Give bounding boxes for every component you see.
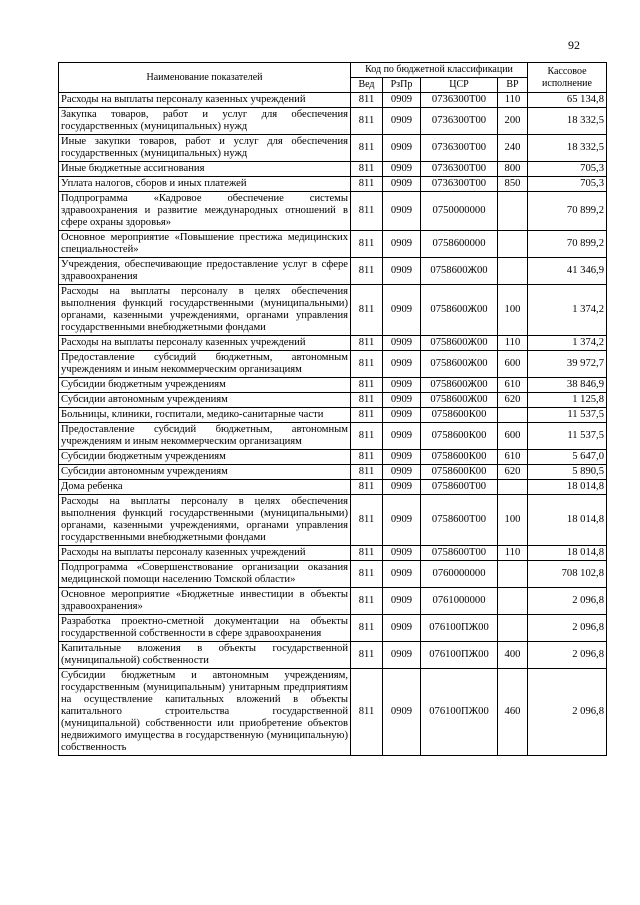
row-amount: 70 899,2 [528,231,607,258]
row-rzpr: 0909 [383,393,421,408]
table-row [59,450,607,465]
row-rzpr: 0909 [383,378,421,393]
row-rzpr: 0909 [383,93,421,108]
row-amount: 1 374,2 [528,285,607,336]
row-name: Основное мероприятие «Повышение престижа медицинских специальностей» [59,231,351,258]
row-ved: 811 [351,465,383,480]
row-vr: 610 [498,450,528,465]
row-name: Субсидии автономным учреждениям [59,465,351,480]
row-csr: 0736300Т00 [421,162,498,177]
row-ved: 811 [351,495,383,546]
row-rzpr: 0909 [383,285,421,336]
table-row [59,93,607,108]
row-name: Расходы на выплаты персоналу в целях обеспечения выполнения функций государственными (муниципальными) органами, казенными учреждениями, органами управления государственными внебюджетными фондами [59,495,351,546]
row-name: Расходы на выплаты персоналу казенных учреждений [59,546,351,561]
row-csr: 0758600Ж00 [421,393,498,408]
row-amount: 39 972,7 [528,351,607,378]
row-amount: 1 125,8 [528,393,607,408]
row-csr: 0758600Ж00 [421,378,498,393]
table-row [59,378,607,393]
table-row [59,495,607,546]
row-amount: 18 014,8 [528,546,607,561]
row-name: Капитальные вложения в объекты государственной (муниципальной) собственности [59,642,351,669]
row-csr: 0758600К00 [421,465,498,480]
row-name: Субсидии бюджетным учреждениям [59,378,351,393]
table-row [59,561,607,588]
row-vr: 620 [498,465,528,480]
row-amount: 2 096,8 [528,642,607,669]
row-csr: 0758600К00 [421,408,498,423]
row-amount: 41 346,9 [528,258,607,285]
table-row [59,162,607,177]
row-rzpr: 0909 [383,336,421,351]
table-row [59,480,607,495]
row-csr: 0758600Ж00 [421,258,498,285]
table-row [59,642,607,669]
row-ved: 811 [351,450,383,465]
row-csr: 0736300Т00 [421,108,498,135]
row-csr: 076100ПЖ00 [421,669,498,756]
row-vr [498,258,528,285]
row-name: Иные закупки товаров, работ и услуг для обеспечения государственных (муниципальных) нужд [59,135,351,162]
row-csr: 0750000000 [421,192,498,231]
row-csr: 0758600Ж00 [421,285,498,336]
row-ved: 811 [351,588,383,615]
row-ved: 811 [351,336,383,351]
table-row [59,231,607,258]
row-ved: 811 [351,561,383,588]
table-row [59,423,607,450]
row-name: Учреждения, обеспечивающие предоставление услуг в сфере здравоохранения [59,258,351,285]
row-csr: 0758600Ж00 [421,351,498,378]
row-vr: 200 [498,108,528,135]
row-ved: 811 [351,393,383,408]
table-row [59,285,607,336]
header-amount: Кассовое исполнение [528,63,607,93]
row-rzpr: 0909 [383,669,421,756]
table-row [59,669,607,756]
row-vr: 110 [498,336,528,351]
row-amount: 18 332,5 [528,135,607,162]
row-amount: 705,3 [528,162,607,177]
row-name: Расходы на выплаты персоналу в целях обеспечения выполнения функций государственными (муниципальными) органами, казенными учреждениями, органами управления государственными внебюджетными фондами [59,285,351,336]
row-vr: 800 [498,162,528,177]
row-rzpr: 0909 [383,546,421,561]
row-vr [498,231,528,258]
row-amount: 70 899,2 [528,192,607,231]
row-amount: 11 537,5 [528,423,607,450]
row-rzpr: 0909 [383,351,421,378]
row-name: Больницы, клиники, госпитали, медико-санитарные части [59,408,351,423]
row-ved: 811 [351,423,383,450]
row-amount: 11 537,5 [528,408,607,423]
row-amount: 38 846,9 [528,378,607,393]
row-amount: 708 102,8 [528,561,607,588]
table-row [59,108,607,135]
table-row [59,588,607,615]
row-name: Уплата налогов, сборов и иных платежей [59,177,351,192]
row-csr: 0736300Т00 [421,177,498,192]
header-code-group: Код по бюджетной классификации [351,63,528,78]
table-row [59,465,607,480]
row-vr: 460 [498,669,528,756]
row-rzpr: 0909 [383,192,421,231]
row-vr [498,480,528,495]
row-amount: 18 014,8 [528,495,607,546]
row-name: Дома ребенка [59,480,351,495]
row-amount: 1 374,2 [528,336,607,351]
row-ved: 811 [351,669,383,756]
row-name: Предоставление субсидий бюджетным, автономным учреждениям и иным некоммерческим организациям [59,423,351,450]
row-csr: 0758600К00 [421,450,498,465]
row-amount: 2 096,8 [528,615,607,642]
row-rzpr: 0909 [383,465,421,480]
row-rzpr: 0909 [383,231,421,258]
header-vr: ВР [498,78,528,93]
row-rzpr: 0909 [383,615,421,642]
row-vr: 610 [498,378,528,393]
table-row [59,192,607,231]
row-csr: 0736300Т00 [421,93,498,108]
row-rzpr: 0909 [383,162,421,177]
row-rzpr: 0909 [383,450,421,465]
row-amount: 2 096,8 [528,669,607,756]
row-ved: 811 [351,285,383,336]
row-vr: 110 [498,93,528,108]
row-csr: 0736300Т00 [421,135,498,162]
row-rzpr: 0909 [383,561,421,588]
table-row [59,336,607,351]
table-body [59,93,607,756]
table-row [59,258,607,285]
row-rzpr: 0909 [383,423,421,450]
row-csr: 0758600Т00 [421,480,498,495]
row-ved: 811 [351,408,383,423]
row-vr [498,192,528,231]
row-vr: 620 [498,393,528,408]
row-ved: 811 [351,135,383,162]
row-rzpr: 0909 [383,588,421,615]
row-rzpr: 0909 [383,258,421,285]
row-csr: 0758600000 [421,231,498,258]
row-name: Иные бюджетные ассигнования [59,162,351,177]
row-amount: 18 014,8 [528,480,607,495]
row-csr: 0760000000 [421,561,498,588]
row-rzpr: 0909 [383,408,421,423]
row-csr: 0758600Ж00 [421,336,498,351]
table-row [59,615,607,642]
row-vr: 100 [498,495,528,546]
budget-table [58,62,607,756]
row-name: Разработка проектно-сметной документации на объекты государственной собственности в сфере здравоохранения [59,615,351,642]
header-ved: Вед [351,78,383,93]
row-vr [498,615,528,642]
row-ved: 811 [351,162,383,177]
row-rzpr: 0909 [383,177,421,192]
row-name: Расходы на выплаты персоналу казенных учреждений [59,93,351,108]
row-name: Субсидии бюджетным и автономным учреждениям, государственным (муниципальным) унитарным предприятиям на осуществление капитальных вложений в объекты капитального строительства государственной (муниципальной) собственности или приобретение объектов недвижимого имущества в государственную (муниципальную) собственность [59,669,351,756]
row-vr: 100 [498,285,528,336]
row-csr: 0758600К00 [421,423,498,450]
row-ved: 811 [351,93,383,108]
table-row [59,135,607,162]
row-vr: 110 [498,546,528,561]
row-amount: 5 890,5 [528,465,607,480]
header-rzpr: РзПр [383,78,421,93]
row-ved: 811 [351,480,383,495]
row-vr [498,408,528,423]
row-ved: 811 [351,108,383,135]
row-name: Подпрограмма «Совершенствование организации оказания медицинской помощи населению Томской области» [59,561,351,588]
row-rzpr: 0909 [383,642,421,669]
row-ved: 811 [351,615,383,642]
row-vr: 400 [498,642,528,669]
header-name: Наименование показателей [59,63,351,93]
row-name: Подпрограмма «Кадровое обеспечение системы здравоохранения и развитие международных отношений в сфере охраны здоровья» [59,192,351,231]
row-vr: 240 [498,135,528,162]
row-csr: 0758600Т00 [421,495,498,546]
row-vr [498,588,528,615]
table-row [59,408,607,423]
row-amount: 18 332,5 [528,108,607,135]
header-csr: ЦСР [421,78,498,93]
row-amount: 5 647,0 [528,450,607,465]
row-name: Расходы на выплаты персоналу казенных учреждений [59,336,351,351]
row-amount: 705,3 [528,177,607,192]
row-ved: 811 [351,177,383,192]
row-ved: 811 [351,258,383,285]
header-row-top [59,63,607,78]
page-number: 92 [568,38,580,52]
row-vr: 850 [498,177,528,192]
row-ved: 811 [351,642,383,669]
row-rzpr: 0909 [383,108,421,135]
row-name: Субсидии бюджетным учреждениям [59,450,351,465]
row-vr [498,561,528,588]
table-row [59,177,607,192]
row-csr: 076100ПЖ00 [421,615,498,642]
row-rzpr: 0909 [383,495,421,546]
row-ved: 811 [351,192,383,231]
row-ved: 811 [351,231,383,258]
row-name: Предоставление субсидий бюджетным, автономным учреждениям и иным некоммерческим организациям [59,351,351,378]
table-row [59,546,607,561]
row-ved: 811 [351,378,383,393]
row-name: Закупка товаров, работ и услуг для обеспечения государственных (муниципальных) нужд [59,108,351,135]
row-csr: 076100ПЖ00 [421,642,498,669]
row-vr: 600 [498,423,528,450]
row-amount: 2 096,8 [528,588,607,615]
table-row [59,393,607,408]
row-name: Субсидии автономным учреждениям [59,393,351,408]
row-ved: 811 [351,546,383,561]
row-name: Основное мероприятие «Бюджетные инвестиции в объекты здравоохранения» [59,588,351,615]
row-ved: 811 [351,351,383,378]
row-amount: 65 134,8 [528,93,607,108]
row-vr: 600 [498,351,528,378]
row-csr: 0761000000 [421,588,498,615]
row-rzpr: 0909 [383,480,421,495]
row-rzpr: 0909 [383,135,421,162]
table-row [59,351,607,378]
row-csr: 0758600Т00 [421,546,498,561]
